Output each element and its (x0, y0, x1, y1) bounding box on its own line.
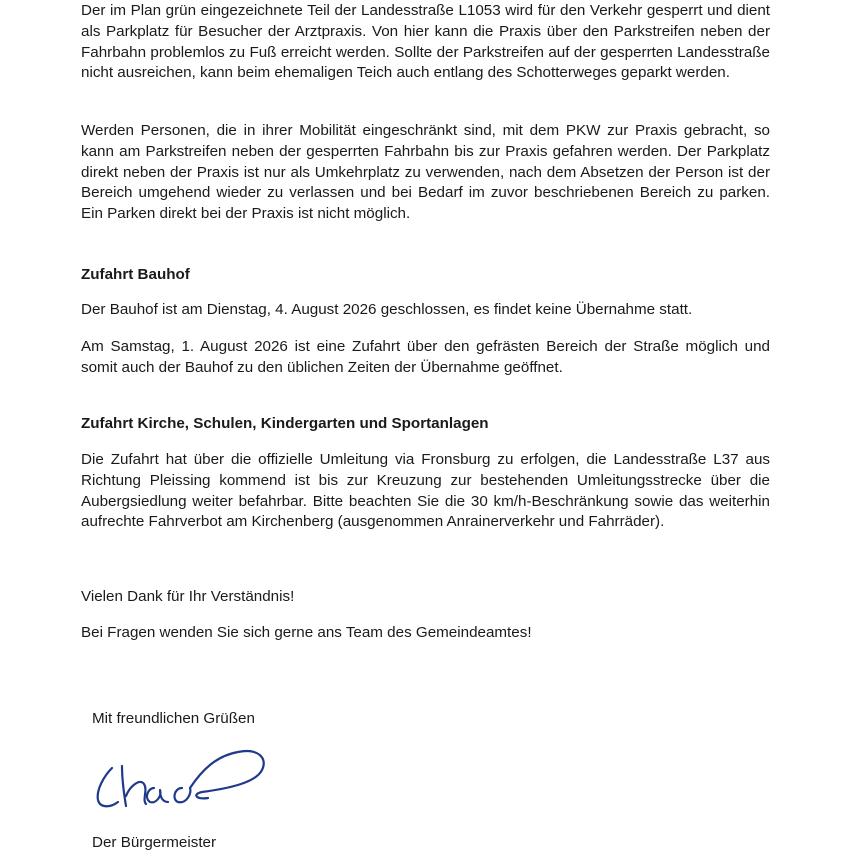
parking-paragraph: Der im Plan grün eingezeichnete Teil der Landesstraße L1053 wird für den Verkehr gesperrt und dient als Parkplatz für Besucher der Arztpraxis. Von hier kann die Praxis über den Parkstreifen neben der Fahrbahn problemlos zu Fuß erreicht werden. Sollte der Parkstreifen auf der gesperrten Landesstraße nicht ausreichen, kann beim ehemaligen Teich auch entlang des Schotterweges geparkt werden. (81, 2, 770, 82)
bauhof-closed-paragraph: Der Bauhof ist am Dienstag, 4. August 2026 geschlossen, es findet keine Übernahme statt. (81, 301, 693, 318)
bauhof-heading: Zufahrt Bauhof (81, 266, 190, 283)
mobility-paragraph: Werden Personen, die in ihrer Mobilität eingeschränkt sind, mit dem PKW zur Praxis gebracht, so kann am Parkstreifen neben der gesperrten Fahrbahn bis zur Praxis gefahren werden. Der Parkplatz direkt neben der Praxis ist nur als Umkehrplatz zu verwenden, nach dem Absetzen der Person ist der Bereich umgehend wieder zu verlassen und bei Bedarf im zuvor beschriebenen Bereich zu parken. Ein Parken direkt bei der Praxis ist nicht möglich. (81, 122, 770, 223)
thanks-line: Vielen Dank für Ihr Verständnis! (81, 588, 295, 605)
bauhof-access-paragraph: Am Samstag, 1. August 2026 ist eine Zufahrt über den gefrästen Bereich der Straße möglich und somit auch der Bauhof zu den üblichen Zeiten der Übernahme geöffnet. (81, 338, 770, 376)
signatory-line: Der Bürgermeister (92, 834, 217, 851)
kirche-paragraph: Die Zufahrt hat über die offizielle Umleitung via Fronsburg zu erfolgen, die Landesstraße L37 aus Richtung Pleissing kommend ist bis zur Kreuzung zur bestehenden Umleitungsstrecke über die Aubergsiedlung weiter befahrbar. Bitte beachten Sie die 30 km/h-Beschränkung sowie das weiterhin aufrechte Fahrverbot am Kirchenberg (ausgenommen Anrainerverkehr und Fahrräder). (81, 451, 770, 531)
handwritten-signature (92, 748, 272, 818)
greeting-line: Mit freundlichen Grüßen (92, 710, 255, 727)
kirche-heading: Zufahrt Kirche, Schulen, Kindergarten und Sportanlagen (81, 415, 489, 432)
questions-line: Bei Fragen wenden Sie sich gerne ans Team des Gemeindeamtes! (81, 624, 532, 641)
